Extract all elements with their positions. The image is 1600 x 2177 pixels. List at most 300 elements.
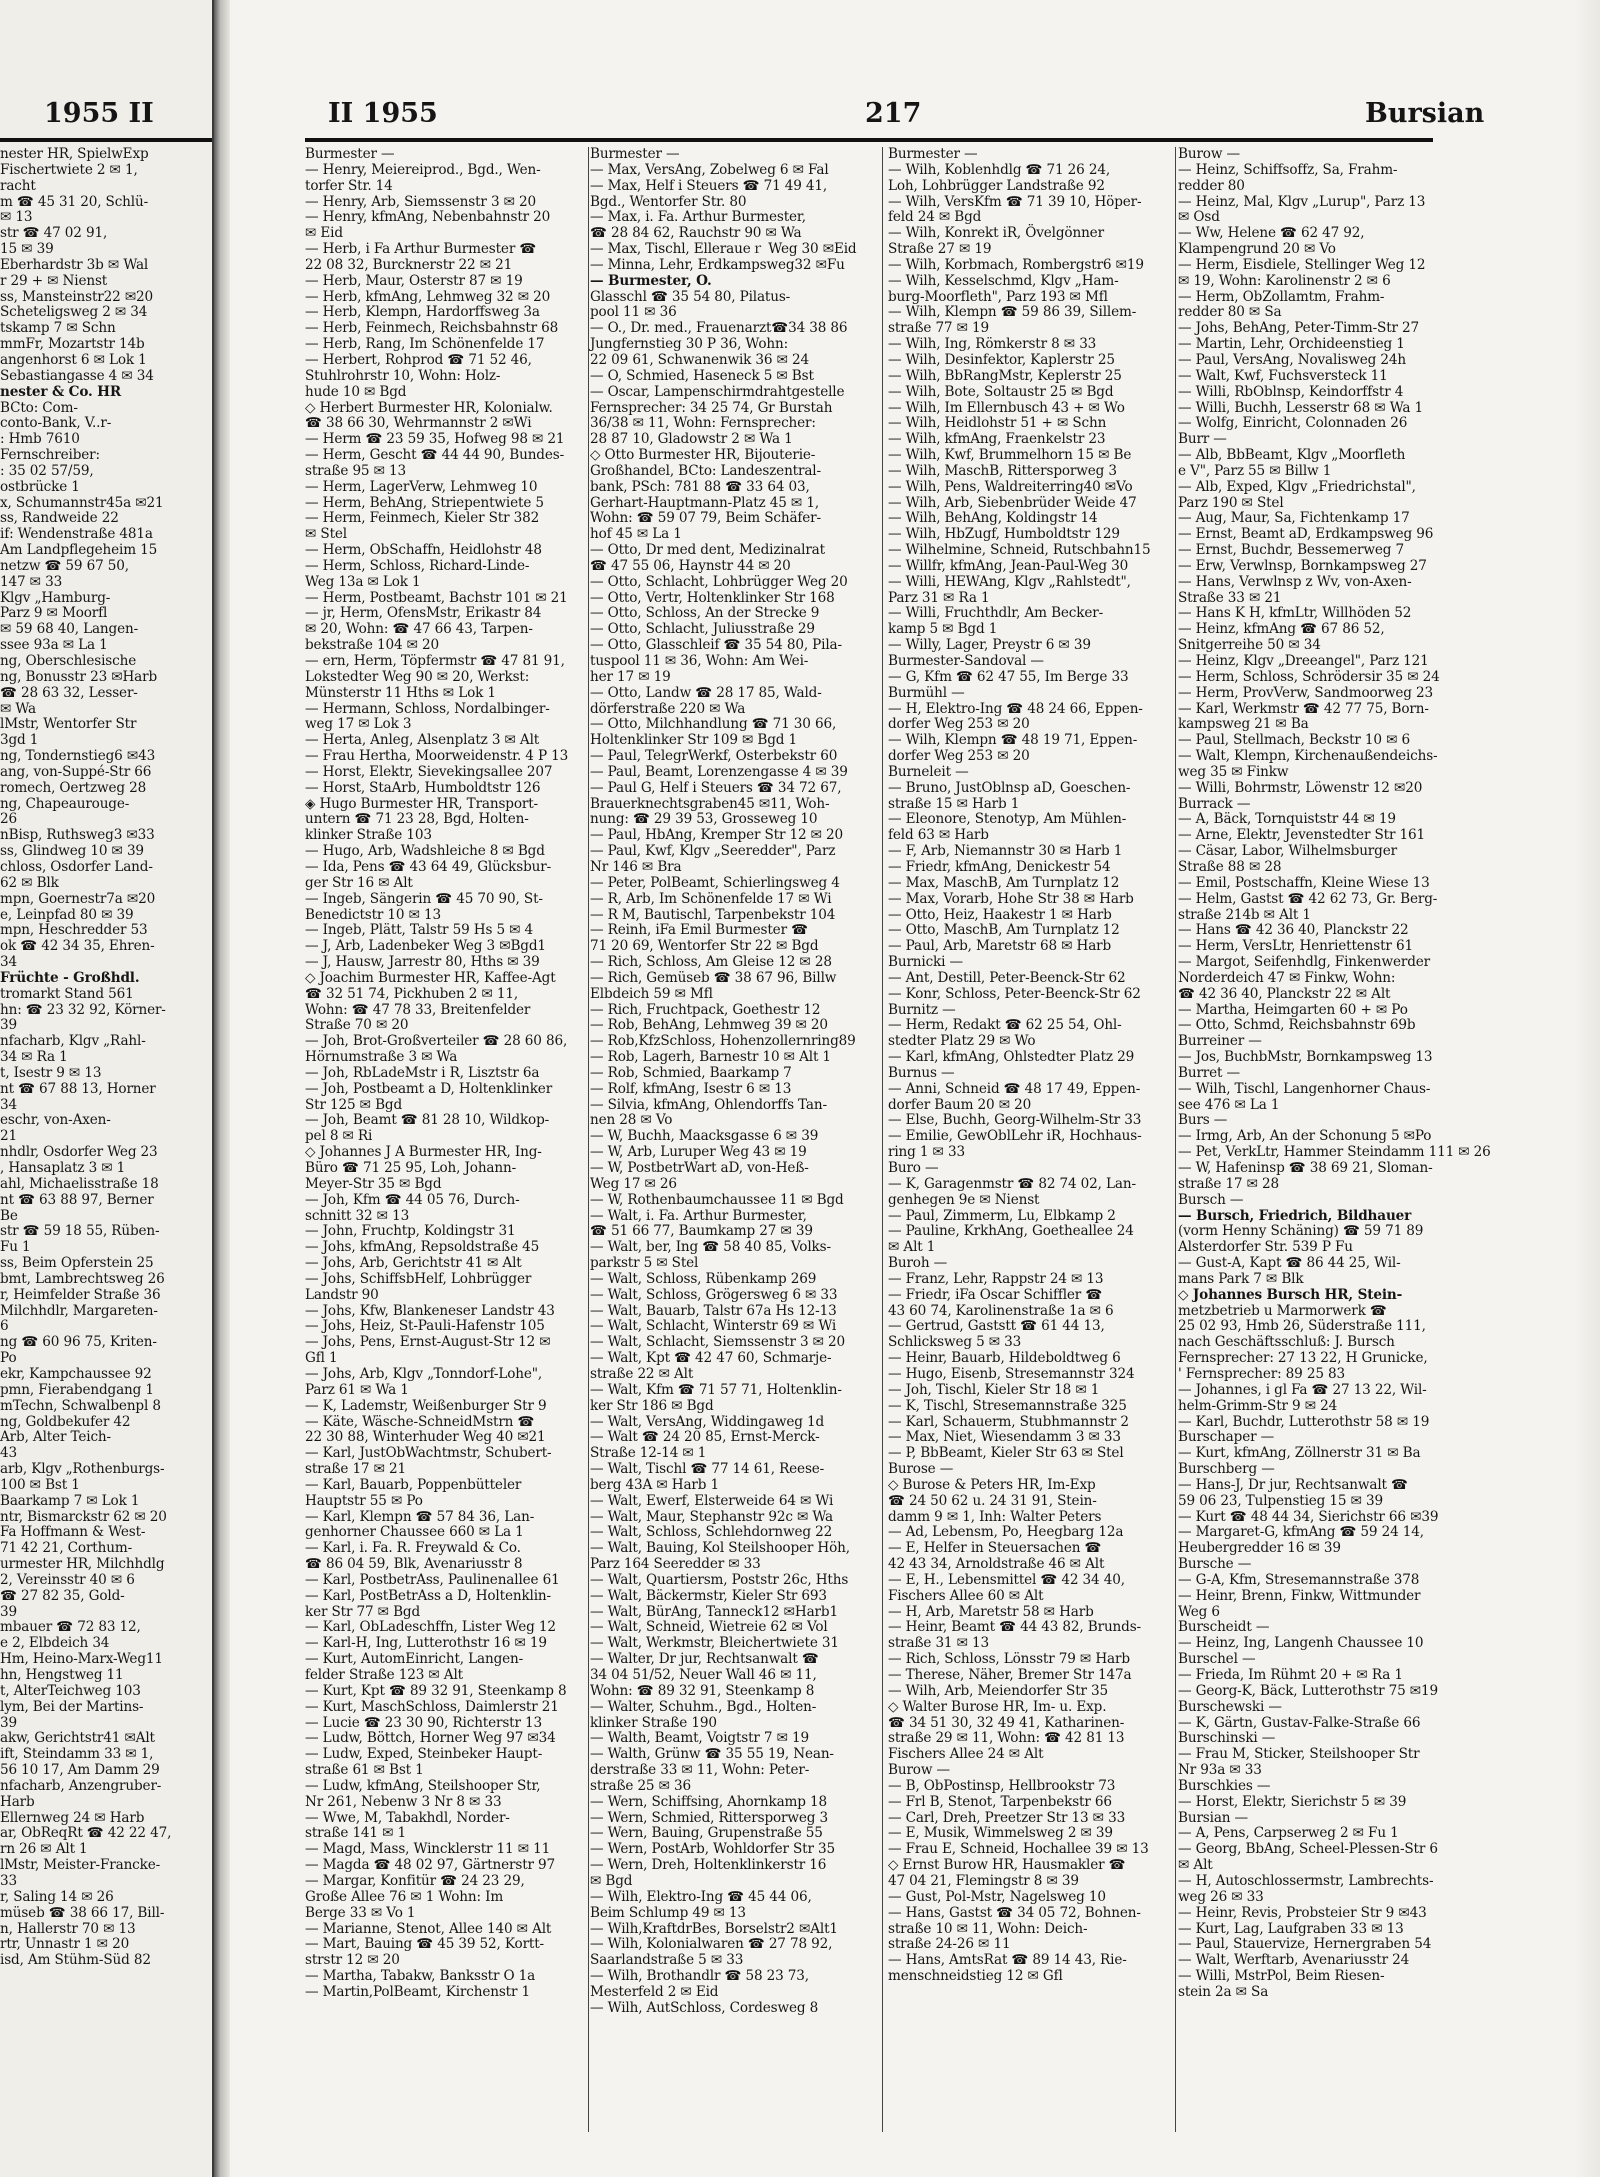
directory-entry-line: Burschewski —: [1178, 1698, 1282, 1715]
directory-entry-line: klinker Straße 103: [305, 827, 432, 844]
directory-entry-line: Schlicksweg 5 ✉ 33: [888, 1334, 1022, 1351]
directory-entry-line: — Max, i. Fa. Arthur Burmester,: [590, 209, 806, 226]
directory-entry-line: — Wilh, Kesselschmd, Klgv „Ham-: [888, 272, 1119, 289]
directory-entry-line: — Else, Buchh, Georg-Wilhelm-Str 33: [888, 1112, 1142, 1129]
directory-entry-line: ok ☎ 42 34 35, Ehren-: [0, 938, 155, 955]
directory-entry-line: — Frau M, Sticker, Steilshooper Str: [1178, 1746, 1420, 1763]
directory-entry-line: ker Str 186 ✉ Bgd: [590, 1397, 714, 1414]
directory-entry-line: — Rob, BehAng, Lehmweg 39 ✉ 20: [590, 1017, 828, 1034]
directory-entry-line: redder 80 ✉ Sa: [1178, 304, 1282, 321]
directory-entry-line: Benedictstr 10 ✉ 13: [305, 906, 441, 923]
directory-entry-line: derstraße 33 ✉ 11, Wohn: Peter-: [590, 1762, 810, 1779]
directory-entry-line: — Walt, Bäckermstr, Kieler Str 693: [590, 1587, 827, 1604]
directory-entry-line: 43 60 74, Karolinenstraße 1a ✉ 6: [888, 1302, 1114, 1319]
directory-entry-line: dorfer Weg 253 ✉ 20: [888, 716, 1030, 733]
directory-entry-line: ☎ 51 66 77, Baumkamp 27 ✉ 39: [590, 1223, 813, 1240]
directory-entry-line: Lokstedter Weg 90 ✉ 20, Werkst:: [305, 668, 530, 685]
directory-entry-line: weg 26 ✉ 33: [1178, 1888, 1264, 1905]
directory-entry-line: ◇ Herbert Burmester HR, Kolonialw.: [305, 399, 553, 416]
directory-entry-line: — Lucie ☎ 23 30 90, Richterstr 13: [305, 1714, 543, 1731]
directory-entry-line: — Max, MaschB, Am Turnplatz 12: [888, 874, 1120, 891]
directory-entry-line: — Georg-K, Bäck, Lutterothstr 75 ✉19: [1178, 1682, 1438, 1699]
directory-entry-line: — Horst, Elektr, Sievekingsallee 207: [305, 763, 553, 780]
directory-entry-line: 15 ✉ 39: [0, 241, 54, 258]
directory-entry-line: — Herbert, Rohprod ☎ 71 52 46,: [305, 351, 532, 368]
directory-entry-line: 28 87 10, Gladowstr 2 ✉ Wa 1: [590, 431, 793, 448]
directory-entry-line: ◇ Otto Burmester HR, Bijouterie-: [590, 447, 816, 464]
directory-entry-line: — Max, Helf i Steuers ☎ 71 49 41,: [590, 177, 828, 194]
directory-entry-line: Burmester —: [590, 146, 680, 162]
directory-entry-line: ' Fernsprecher: 89 25 83: [1178, 1365, 1346, 1382]
directory-entry-line: Burmühl —: [888, 684, 965, 701]
directory-entry-line: ar, ObReqRt ☎ 42 22 47,: [0, 1825, 172, 1842]
directory-entry-line: Bursche —: [1178, 1556, 1252, 1573]
directory-entry-line: kamp 5 ✉ Bgd 1: [888, 621, 998, 638]
directory-entry-line: — Otto, Heiz, Haakestr 1 ✉ Harb: [888, 906, 1112, 923]
directory-entry-line: — Paul, Stauervize, Hernergraben 54: [1178, 1936, 1432, 1953]
directory-entry-line: ☎ 28 63 32, Lesser-: [0, 684, 138, 701]
directory-entry-line: — Otto, Schlacht, Juliusstraße 29: [590, 621, 815, 638]
directory-column-2: [590, 147, 878, 2137]
directory-entry-line: 47 04 21, Flemingstr 8 ✉ 39: [888, 1872, 1079, 1889]
directory-entry-line: r, Heimfelder Straße 36: [0, 1286, 161, 1303]
directory-entry-line: — Irmg, Arb, An der Schonung 5 ✉Po: [1178, 1128, 1432, 1145]
directory-entry-line: nach Geschäftsschluß: J. Bursch: [1178, 1334, 1395, 1351]
directory-entry-line: — Johs, BehAng, Peter-Timm-Str 27: [1178, 320, 1420, 337]
directory-entry-line: burg-Moorfleth", Parz 193 ✉ Mfl: [888, 288, 1108, 305]
directory-entry-line: Straße 12-14 ✉ 1: [590, 1445, 707, 1462]
directory-entry-line: Burose —: [888, 1461, 954, 1478]
directory-entry-line: — Paul, Kwf, Klgv „Seeredder", Parz: [590, 843, 836, 860]
directory-entry-line: — Walt, Schloss, Schlehdornweg 22: [590, 1524, 833, 1541]
directory-entry-line: felder Straße 123 ✉ Alt: [305, 1667, 463, 1683]
directory-entry-line: nester & Co. HR: [0, 383, 122, 400]
directory-entry-line: — Joh, Brot-Großverteiler ☎ 28 60 86,: [305, 1033, 568, 1050]
directory-entry-line: straße 17 ✉ 21: [305, 1461, 407, 1478]
directory-entry-line: — Wilh, Bote, Soltaustr 25 ✉ Bgd: [888, 383, 1114, 400]
directory-entry-line: — Carl, Dreh, Preetzer Str 13 ✉ 33: [888, 1809, 1126, 1826]
directory-entry-line: 62 ✉ Blk: [0, 874, 59, 891]
directory-entry-line: weg 35 ✉ Finkw: [1178, 763, 1289, 780]
directory-entry-line: Loh, Lohbrügger Landstraße 92: [888, 177, 1105, 194]
directory-entry-line: ☎ 28 84 62, Rauchstr 90 ✉ Wa: [590, 225, 802, 242]
directory-entry-line: — Hugo, Eisenb, Stresemannstr 324: [888, 1365, 1135, 1382]
directory-entry-line: ✉ Bgd: [590, 1872, 633, 1889]
directory-entry-line: ☎ 27 82 35, Gold-: [0, 1587, 125, 1604]
directory-entry-line: — W, Hafeninsp ☎ 38 69 21, Sloman-: [1178, 1160, 1433, 1176]
directory-entry-line: Große Allee 76 ✉ 1 Wohn: Im: [305, 1888, 504, 1905]
directory-entry-line: t, Isestr 9 ✉ 13: [0, 1064, 102, 1081]
directory-entry-line: netzw ☎ 59 67 50,: [0, 557, 129, 574]
directory-entry-line: — K, Tischl, Stresemannstraße 325: [888, 1397, 1127, 1414]
directory-entry-line: 34: [0, 954, 17, 971]
directory-entry-line: — Karl, kfmAng, Ohlstedter Platz 29: [888, 1049, 1135, 1066]
directory-entry-line: Wohn: ☎ 89 32 91, Steenkamp 8: [590, 1682, 815, 1699]
directory-entry-line: Burschinski —: [1178, 1730, 1276, 1747]
directory-entry-line: feld 63 ✉ Harb: [888, 827, 989, 844]
directory-entry-line: — Wilh, Tischl, Langenhorner Chaus-: [1178, 1080, 1431, 1097]
directory-entry-line: damm 9 ✉ 1, Inh: Walter Peters: [888, 1508, 1102, 1525]
directory-entry-line: — Rich, Schloss, Am Gleise 12 ✉ 28: [590, 954, 832, 971]
directory-entry-line: — Alb, BbBeamt, Klgv „Moorfleth: [1178, 447, 1406, 464]
directory-entry-line: — Emilie, GewOblLehr iR, Hochhaus-: [888, 1128, 1142, 1145]
directory-entry-line: — Gust-A, Kapt ☎ 86 44 25, Wil-: [1178, 1255, 1401, 1272]
directory-entry-line: nester HR, SpielwExp: [0, 146, 149, 162]
directory-entry-line: Burr —: [1178, 431, 1227, 448]
directory-entry-line: — Magda ☎ 48 02 97, Gärtnerstr 97: [305, 1857, 556, 1874]
directory-entry-line: Baarkamp 7 ✉ Lok 1: [0, 1492, 140, 1509]
directory-entry-line: kampsweg 21 ✉ Ba: [1178, 716, 1309, 733]
directory-entry-line: str ☎ 47 02 91,: [0, 225, 108, 242]
directory-entry-line: — Wern, Bauing, Grupenstraße 55: [590, 1825, 823, 1842]
directory-entry-line: — Walt, Schloss, Rübenkamp 269: [590, 1270, 817, 1287]
directory-entry-line: — Wilh, Heidlohstr 51 + ✉ Schn: [888, 415, 1107, 432]
directory-entry-line: e, Leinpfad 80 ✉ 39: [0, 906, 134, 923]
directory-entry-line: — Ernst, Buchdr, Bessemerweg 7: [1178, 542, 1404, 559]
directory-entry-line: ◇ Walter Burose HR, Im- u. Exp.: [888, 1698, 1107, 1715]
directory-entry-line: Fernschreiber:: [0, 447, 100, 464]
directory-entry-line: — Magd, Mass, Wincklerstr 11 ✉ 11: [305, 1841, 551, 1858]
directory-entry-line: ☎ 24 50 62 u. 24 31 91, Stein-: [888, 1492, 1097, 1509]
directory-entry-line: — Max, Tischl, Elleraueｒ Weg 30 ✉Eid: [590, 241, 857, 258]
directory-entry-line: — Ernst, Beamt aD, Erdkampsweg 96: [1178, 526, 1434, 543]
directory-entry-line: — Wilh, MaschB, Rittersporweg 3: [888, 462, 1117, 479]
directory-entry-line: hn, Hengstweg 11: [0, 1667, 124, 1683]
directory-entry-line: 39: [0, 1714, 17, 1731]
directory-entry-line: straße 95 ✉ 13: [305, 462, 407, 479]
directory-entry-line: — Käte, Wäsche-SchneidMstrn ☎: [305, 1413, 535, 1430]
directory-entry-line: nhdlr, Osdorfer Weg 23: [0, 1144, 158, 1161]
directory-entry-line: pmn, Fierabendgang 1: [0, 1381, 154, 1398]
directory-entry-line: — Walth, Beamt, Voigtstr 7 ✉ 19: [590, 1730, 810, 1747]
directory-entry-line: feld 24 ✉ Bgd: [888, 209, 982, 226]
directory-entry-line: straße 61 ✉ Bst 1: [305, 1762, 424, 1779]
directory-entry-line: r, Saling 14 ✉ 26: [0, 1888, 114, 1905]
directory-entry-line: Wohn: ☎ 47 78 33, Breitenfelder: [305, 1001, 531, 1018]
directory-entry-line: romech, Oertzweg 28: [0, 779, 147, 796]
directory-entry-line: — Hermann, Schloss, Nordalbinger-: [305, 700, 550, 717]
directory-entry-line: 71 20 69, Wentorfer Str 22 ✉ Bgd: [590, 938, 819, 955]
directory-entry-line: — Ludw, kfmAng, Steilshooper Str,: [305, 1777, 541, 1794]
directory-entry-line: Weg 13a ✉ Lok 1: [305, 573, 421, 590]
directory-entry-line: Beim Schlump 49 ✉ 13: [590, 1904, 746, 1921]
directory-entry-line: Nr 146 ✉ Bra: [590, 858, 682, 875]
directory-entry-line: — Heinr, Revis, Probsteier Str 9 ✉43: [1178, 1904, 1427, 1921]
directory-entry-line: strstr 12 ✉ 20: [305, 1952, 400, 1969]
directory-entry-line: Be: [0, 1207, 18, 1224]
directory-entry-line: — Heinr, Brenn, Finkw, Wittmunder: [1178, 1587, 1421, 1604]
directory-entry-line: 36/38 ✉ 11, Wohn: Fernsprecher:: [590, 415, 816, 432]
directory-entry-line: Fischertwiete 2 ✉ 1,: [0, 161, 138, 178]
directory-entry-line: : Hmb 7610: [0, 431, 80, 448]
directory-entry-line: : 35 02 57/59,: [0, 462, 94, 479]
directory-entry-line: — Willy, Lager, Preystr 6 ✉ 39: [888, 637, 1091, 654]
directory-entry-line: ss, Randweide 22: [0, 510, 119, 527]
directory-entry-line: — Wilh, Elektro-Ing ☎ 45 44 06,: [590, 1888, 812, 1905]
directory-entry-line: — Wilh, kfmAng, Fraenkelstr 23: [888, 431, 1106, 448]
directory-entry-line: — Gust, Pol-Mstr, Nagelsweg 10: [888, 1888, 1106, 1905]
directory-entry-line: ✉ Alt: [1178, 1857, 1213, 1874]
directory-entry-line: ◇ Johannes J A Burmester HR, Ing-: [305, 1144, 542, 1161]
directory-entry-line: — Herta, Anleg, Alsenplatz 3 ✉ Alt: [305, 732, 540, 749]
directory-entry-line: m ☎ 45 31 20, Schlü-: [0, 193, 149, 210]
directory-entry-line: ☎ 47 55 06, Haynstr 44 ✉ 20: [590, 557, 791, 574]
directory-entry-line: hn: ☎ 23 32 92, Körner-: [0, 1001, 166, 1018]
directory-entry-line: straße 141 ✉ 1: [305, 1825, 407, 1842]
directory-entry-line: stedter Platz 29 ✉ Wo: [888, 1033, 1036, 1050]
directory-entry-line: Heubergredder 16 ✉ 39: [1178, 1540, 1341, 1557]
directory-entry-line: — R, Arb, Im Schönenfelde 17 ✉ Wi: [590, 890, 832, 907]
directory-entry-line: — Martha, Heimgarten 60 + ✉ Po: [1178, 1001, 1408, 1018]
directory-entry-line: Buroh —: [888, 1255, 948, 1272]
directory-entry-line: nfacharb, Anzengruber-: [0, 1777, 162, 1794]
directory-entry-line: Berge 33 ✉ Vo 1: [305, 1904, 416, 1921]
directory-entry-line: — Wilh, Desinfektor, Kaplerstr 25: [888, 351, 1115, 368]
directory-entry-line: — Pauline, KrkhAng, Goetheallee 24: [888, 1223, 1134, 1240]
header-rule: [305, 138, 1433, 142]
directory-entry-line: — G-A, Kfm, Stresemannstraße 378: [1178, 1571, 1420, 1588]
directory-entry-line: — Herm, Schloss, Richard-Linde-: [305, 557, 530, 574]
directory-entry-line: Burmester —: [888, 146, 978, 162]
directory-entry-line: — Johs, Arb, Gerichtstr 41 ✉ Alt: [305, 1255, 522, 1272]
directory-entry-line: ✉ Osd: [1178, 209, 1220, 226]
directory-entry-line: — Heinr, Beamt ☎ 44 43 82, Brunds-: [888, 1619, 1141, 1636]
directory-entry-line: — Wilh, HbZugf, Humboldtstr 129: [888, 526, 1120, 543]
directory-entry-line: — A, Bäck, Tornquiststr 44 ✉ 19: [1178, 811, 1396, 828]
directory-entry-line: — Franz, Lehr, Rappstr 24 ✉ 13: [888, 1270, 1104, 1287]
directory-entry-line: angenhorst 6 ✉ Lok 1: [0, 351, 147, 368]
directory-entry-line: — Wilh, Kolonialwaren ☎ 27 78 92,: [590, 1936, 833, 1953]
directory-entry-line: Burschberg —: [1178, 1461, 1275, 1478]
directory-entry-line: redder 80: [1178, 177, 1245, 194]
directory-entry-line: akw, Gerichtstr41 ✉Alt: [0, 1730, 155, 1747]
directory-entry-line: — Paul, HbAng, Kremper Str 12 ✉ 20: [590, 827, 844, 844]
directory-entry-line: — Karl, ObLadeschffn, Lister Weg 12: [305, 1619, 556, 1636]
directory-entry-line: menschneidstieg 12 ✉ Gfl: [888, 1968, 1063, 1985]
directory-entry-line: nfacharb, Klgv „Rahl-: [0, 1033, 146, 1050]
directory-entry-line: Büro ☎ 71 25 95, Loh, Johann-: [305, 1160, 517, 1176]
directory-entry-line: BCto: Com-: [0, 399, 78, 416]
directory-entry-line: — Minna, Lehr, Erdkampsweg32 ✉Fu: [590, 256, 845, 273]
directory-entry-line: — Walter, Dr jur, Rechtsanwalt ☎: [590, 1651, 819, 1668]
directory-entry-line: — Karl, Buchdr, Lutterothstr 58 ✉ 19: [1178, 1413, 1430, 1430]
directory-entry-line: — Herb, Maur, Osterstr 87 ✉ 19: [305, 272, 523, 289]
column-divider: [588, 147, 589, 2132]
directory-entry-line: — Peter, PolBeamt, Schierlingsweg 4: [590, 874, 840, 891]
directory-entry-line: mmFr, Mozartstr 14b: [0, 336, 145, 353]
directory-entry-line: — Walt, Kfm ☎ 71 57 71, Holtenklin-: [590, 1381, 842, 1398]
directory-entry-line: — Ingeb, Sängerin ☎ 45 70 90, St-: [305, 890, 543, 907]
directory-entry-line: Po: [0, 1350, 17, 1367]
directory-entry-line: Holtenklinker Str 109 ✉ Bgd 1: [590, 732, 798, 749]
directory-entry-line: — Wilh, Brothandlr ☎ 58 23 73,: [590, 1968, 809, 1985]
directory-entry-line: — Paul, Zimmerm, Lu, Elbkamp 2: [888, 1207, 1116, 1224]
directory-entry-line: — Wilh, BbRangMstr, Keplerstr 25: [888, 367, 1122, 384]
directory-entry-line: — Otto, Glasschleif ☎ 35 54 80, Pila-: [590, 637, 842, 654]
directory-entry-line: Burschaper —: [1178, 1429, 1275, 1446]
directory-entry-line: — Frl B, Stenot, Tarpenbekstr 66: [888, 1793, 1112, 1810]
directory-entry-line: hof 45 ✉ La 1: [590, 526, 682, 543]
directory-entry-line: — Willi, Bohrmstr, Löwenstr 12 ✉20: [1178, 779, 1423, 796]
directory-entry-line: — Wern, Dreh, Holtenklinkerstr 16: [590, 1857, 827, 1874]
directory-entry-line: — K, Gärtn, Gustav-Falke-Straße 66: [1178, 1714, 1421, 1731]
directory-entry-line: — Walt, Ewerf, Elsterweide 64 ✉ Wi: [590, 1492, 834, 1509]
left-page-header: 1955 II: [44, 98, 154, 129]
directory-entry-line: Hörnumstraße 3 ✉ Wa: [305, 1049, 458, 1066]
directory-entry-line: — A, Pens, Carpserweg 2 ✉ Fu 1: [1178, 1825, 1399, 1842]
directory-entry-line: ✉ 20, Wohn: ☎ 47 66 43, Tarpen-: [305, 621, 533, 638]
directory-entry-line: — Herm, VersLtr, Henriettenstr 61: [1178, 938, 1413, 955]
directory-entry-line: 6: [0, 1318, 9, 1335]
directory-entry-line: — Mart, Bauing ☎ 45 39 52, Kortt-: [305, 1936, 544, 1953]
directory-entry-line: — Ad, Lebensm, Po, Heegbarg 12a: [888, 1524, 1124, 1541]
directory-entry-line: — Herm, Schloss, Schrödersir 35 ✉ 24: [1178, 668, 1440, 685]
page-number: 217: [865, 98, 922, 129]
directory-entry-line: Str 125 ✉ Bgd: [305, 1096, 403, 1113]
directory-entry-line: ◇ Ernst Burow HR, Hausmakler ☎: [888, 1857, 1126, 1874]
directory-entry-line: Sebastiangasse 4 ✉ 34: [0, 367, 154, 384]
directory-entry-line: , Hansaplatz 3 ✉ 1: [0, 1160, 126, 1176]
directory-entry-line: — Walt, Kwf, Fuchsversteck 11: [1178, 367, 1388, 384]
directory-entry-line: — Kurt ☎ 48 44 34, Sierichstr 66 ✉39: [1178, 1508, 1439, 1525]
directory-entry-line: Burneleit —: [888, 763, 969, 780]
directory-entry-line: — Hans, Verwlnsp z Wv, von-Axen-: [1178, 573, 1412, 590]
directory-entry-line: — R M, Bautischl, Tarpenbekstr 104: [590, 906, 836, 923]
directory-entry-line: ssee 93a ✉ La 1: [0, 637, 108, 654]
directory-entry-line: straße 15 ✉ Harb 1: [888, 795, 1020, 812]
directory-entry-line: — Karl, Schauerm, Stubhmannstr 2: [888, 1413, 1129, 1430]
directory-entry-line: conto-Bank, V..r-: [0, 415, 112, 432]
directory-entry-line: — Herb, Klempn, Hardorffsweg 3a: [305, 304, 540, 321]
directory-entry-line: mpn, Goernestr7a ✉20: [0, 890, 156, 907]
directory-entry-line: Stuhlrohrstr 10, Wohn: Holz-: [305, 367, 501, 384]
directory-entry-line: — Rob, Schmied, Baarkamp 7: [590, 1064, 792, 1081]
directory-entry-line: — Herm, Redakt ☎ 62 25 54, Ohl-: [888, 1017, 1122, 1034]
directory-entry-line: — Horst, StaArb, Humboldtstr 126: [305, 779, 541, 796]
directory-entry-line: ekr, Kampchaussee 92: [0, 1365, 152, 1382]
directory-entry-line: — Willfr, kfmAng, Jean-Paul-Weg 30: [888, 557, 1129, 574]
directory-entry-line: 22 30 88, Winterhuder Weg 40 ✉21: [305, 1429, 546, 1446]
directory-entry-line: 34 ✉ Ra 1: [0, 1049, 68, 1066]
directory-entry-line: 39: [0, 1603, 17, 1620]
directory-entry-line: Ellernweg 24 ✉ Harb: [0, 1809, 145, 1826]
directory-entry-line: — Walt, Werftarb, Avenariusstr 24: [1178, 1952, 1410, 1969]
directory-entry-line: — Walt, Schlacht, Siemssenstr 3 ✉ 20: [590, 1334, 846, 1351]
column-divider: [882, 147, 883, 2132]
directory-entry-line: — Kurt, MaschSchloss, Daimlerstr 21: [305, 1698, 559, 1715]
directory-entry-line: — Herm ☎ 23 59 35, Hofweg 98 ✉ 21: [305, 431, 565, 448]
directory-entry-line: — Ludw, Böttch, Horner Weg 97 ✉34: [305, 1730, 556, 1747]
directory-entry-line: 42 43 34, Arnoldstraße 46 ✉ Alt: [888, 1556, 1105, 1573]
directory-entry-line: ☎ 34 51 30, 32 49 41, Katharinen-: [888, 1714, 1125, 1731]
directory-entry-line: — Herm, ObSchaffn, Heidlohstr 48: [305, 542, 542, 559]
directory-entry-line: Snitgerreihe 50 ✉ 34: [1178, 637, 1321, 654]
directory-entry-line: — Herm, LagerVerw, Lehmweg 10: [305, 478, 538, 495]
directory-entry-line: tuspool 11 ✉ 36, Wohn: Am Wei-: [590, 653, 809, 669]
directory-column-1: [305, 147, 587, 2137]
directory-entry-line: — John, Fruchtp, Koldingstr 31: [305, 1223, 516, 1240]
directory-entry-line: Klampengrund 20 ✉ Vo: [1178, 241, 1336, 258]
directory-entry-line: — Karl, JustObWachtmstr, Schubert-: [305, 1445, 552, 1462]
directory-entry-line: Glasschl ☎ 35 54 80, Pilatus-: [590, 288, 791, 305]
directory-entry-line: — Wilh, Ing, Römkerstr 8 ✉ 33: [888, 336, 1097, 353]
directory-entry-line: — Rolf, kfmAng, Isestr 6 ✉ 13: [590, 1080, 792, 1097]
directory-entry-line: — jr, Herm, OfensMstr, Erikastr 84: [305, 605, 542, 622]
directory-entry-line: pel 8 ✉ Ri: [305, 1128, 373, 1145]
directory-entry-line: — Burmester, O.: [590, 272, 712, 289]
directory-entry-line: ✉ 59 68 40, Langen-: [0, 621, 139, 638]
directory-entry-line: Am Landpflegeheim 15: [0, 542, 158, 559]
directory-entry-line: ng ☎ 60 96 75, Kriten-: [0, 1334, 157, 1351]
directory-entry-line: — Ida, Pens ☎ 43 64 49, Glücksbur-: [305, 858, 552, 875]
directory-entry-line: — Martha, Tabakw, Banksstr O 1a: [305, 1968, 536, 1985]
directory-entry-line: — Pet, VerkLtr, Hammer Steindamm 111 ✉ 26: [1178, 1144, 1491, 1161]
directory-entry-line: — Cäsar, Labor, Wilhelmsburger: [1178, 843, 1397, 860]
directory-entry-line: — Henry, kfmAng, Nebenbahnstr 20: [305, 209, 551, 226]
directory-entry-line: helm-Grimm-Str 9 ✉ 24: [1178, 1397, 1338, 1414]
directory-entry-line: Burschkies —: [1178, 1777, 1271, 1794]
directory-entry-line: — Bursch, Friedrich, Bildhauer: [1178, 1207, 1412, 1224]
directory-entry-line: ring 1 ✉ 33: [888, 1144, 965, 1161]
directory-entry-line: t, AlterTeichweg 103: [0, 1682, 141, 1699]
directory-entry-line: rtr, Unnastr 1 ✉ 20: [0, 1936, 130, 1953]
directory-entry-line: Burnitz —: [888, 1001, 956, 1018]
directory-entry-line: nung: ☎ 29 39 53, Grosseweg 10: [590, 811, 818, 828]
directory-entry-line: 34 04 51/52, Neuer Wall 46 ✉ 11,: [590, 1667, 817, 1683]
directory-entry-line: 34: [0, 1096, 17, 1113]
directory-entry-line: — Wern, Schiffsing, Ahornkamp 18: [590, 1793, 827, 1810]
directory-entry-line: — Margar, Konfitür ☎ 24 23 29,: [305, 1872, 525, 1889]
directory-entry-line: Burmester-Sandoval —: [888, 653, 1044, 669]
directory-entry-line: Parz 164 Seeredder ✉ 33: [590, 1556, 761, 1573]
directory-entry-line: — Paul, TelegrWerkf, Osterbekstr 60: [590, 748, 838, 765]
directory-entry-line: bank, PSch: 781 88 ☎ 33 64 03,: [590, 478, 810, 495]
directory-entry-line: — H, Arb, Maretstr 58 ✉ Harb: [888, 1603, 1094, 1620]
directory-entry-line: genhorner Chaussee 660 ✉ La 1: [305, 1524, 524, 1541]
directory-entry-line: — Ingeb, Plätt, Talstr 59 Hs 5 ✉ 4: [305, 922, 534, 939]
directory-entry-line: schnitt 32 ✉ 13: [305, 1207, 410, 1224]
directory-entry-line: klinker Straße 190: [590, 1714, 717, 1731]
directory-entry-line: — Wilh, Pens, Waldreiterring40 ✉Vo: [888, 478, 1133, 495]
directory-entry-line: — Frieda, Im Rühmt 20 + ✉ Ra 1: [1178, 1667, 1403, 1683]
directory-entry-line: arb, Klgv „Rothenburgs-: [0, 1461, 165, 1478]
directory-entry-line: — Willi, Fruchthdlr, Am Becker-: [888, 605, 1104, 622]
directory-entry-line: str ☎ 59 18 55, Rüben-: [0, 1223, 160, 1240]
directory-entry-line: — Joh, Postbeamt a D, Holtenklinker: [305, 1080, 553, 1097]
directory-entry-line: Burnus —: [888, 1064, 955, 1081]
directory-entry-line: — Walt, Werkmstr, Bleichertwiete 31: [590, 1635, 839, 1652]
directory-entry-line: Straße 27 ✉ 19: [888, 241, 992, 258]
directory-entry-line: — Arne, Elektr, Jevenstedter Str 161: [1178, 827, 1425, 844]
directory-entry-line: tskamp 7 ✉ Schn: [0, 320, 116, 337]
directory-entry-line: — Max, Niet, Wiesendamm 3 ✉ 33: [888, 1429, 1121, 1446]
directory-entry-line: — E, Helfer in Steuersachen ☎: [888, 1540, 1102, 1557]
directory-entry-line: straße 22 ✉ Alt: [590, 1365, 694, 1382]
directory-entry-line: — Walt, Kpt ☎ 42 47 60, Schmarje-: [590, 1350, 832, 1367]
directory-entry-line: Buro —: [888, 1160, 939, 1176]
directory-entry-line: — Heinr, Bauarb, Hildeboldtweg 6: [888, 1350, 1121, 1367]
directory-entry-line: ng, Goldbekufer 42: [0, 1413, 131, 1430]
directory-entry-line: — W, Buchh, Maacksgasse 6 ✉ 39: [590, 1128, 819, 1145]
directory-entry-line: — W, Rothenbaumchaussee 11 ✉ Bgd: [590, 1191, 844, 1208]
directory-entry-line: — Karl-H, Ing, Lutterothstr 16 ✉ 19: [305, 1635, 547, 1652]
directory-entry-line: 59 06 23, Tulpenstieg 15 ✉ 39: [1178, 1492, 1383, 1509]
directory-entry-line: parkstr 5 ✉ Stel: [590, 1255, 699, 1272]
directory-entry-line: — Rob,KfzSchloss, Hohenzollernring89: [590, 1033, 856, 1050]
directory-entry-line: straße 25 ✉ 36: [590, 1777, 692, 1794]
directory-entry-line: torfer Str. 14: [305, 177, 393, 194]
directory-entry-line: 33: [0, 1872, 17, 1889]
